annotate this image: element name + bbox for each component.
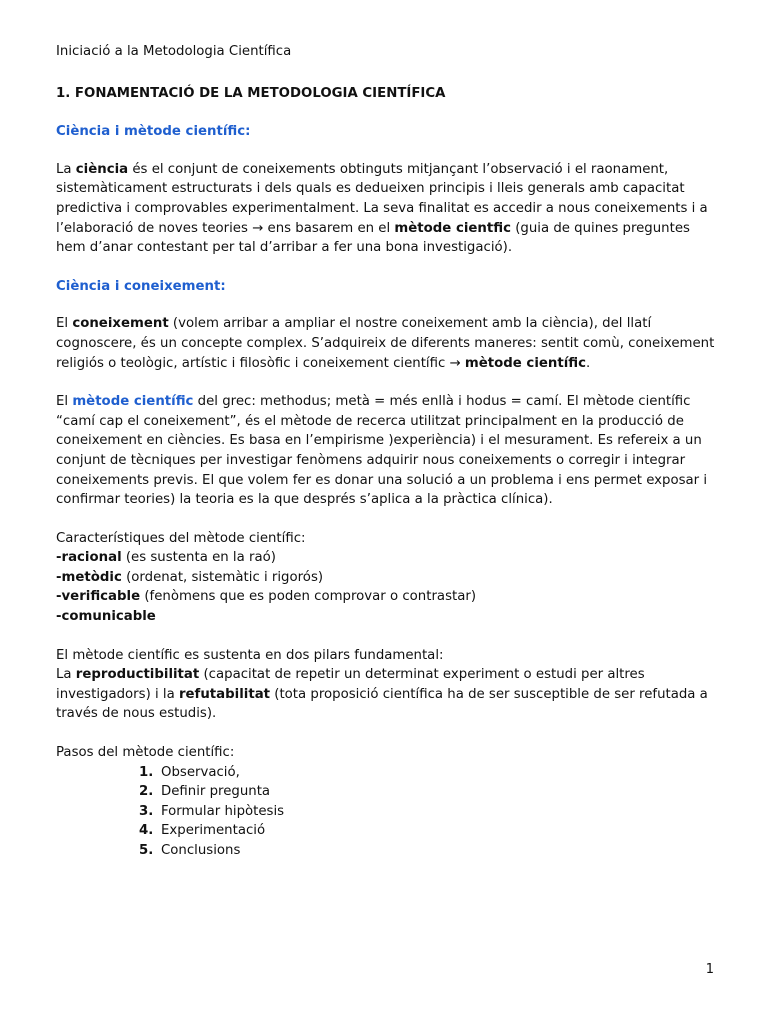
text: (guia de quines preguntes hem d’anar contestant per tal d’arribar a fer una bona investigació). — [56, 220, 690, 256]
characteristic-desc: (ordenat, sistemàtic i rigorós) — [121, 569, 324, 585]
characteristic-item — [56, 568, 716, 588]
characteristics-intro: Característiques del mètode científic: — [56, 530, 306, 546]
characteristic-item — [56, 548, 716, 568]
pillars-intro: El mètode científic es sustenta en dos pilars fundamental: — [56, 647, 444, 663]
paragraph-coneixement — [56, 314, 716, 373]
step-text: Formular hipòtesis — [161, 803, 285, 819]
bold-term: reproductibilitat — [75, 667, 200, 683]
list-item — [139, 782, 716, 802]
bold-term: refutabilitat — [178, 686, 271, 702]
steps-intro: Pasos del mètode científic: — [56, 745, 235, 761]
characteristic-term: -verificable — [56, 589, 141, 605]
text: La — [56, 161, 76, 177]
step-text: Conclusions — [161, 843, 241, 858]
step-text: Experimentació — [161, 823, 266, 839]
document-header: Iniciació a la Metodologia Científica — [56, 44, 292, 59]
heading-ciencia-coneixement: Ciència i coneixement: — [56, 278, 226, 294]
characteristic-term: -metòdic — [56, 569, 122, 585]
heading-ciencia-metode: Ciència i mètode científic: — [56, 124, 251, 140]
steps-block — [56, 743, 716, 861]
bold-term: coneixement — [72, 316, 169, 332]
text: (capacitat de repetir un determinat experiment o estudi per altres investigadors) i la — [56, 667, 645, 702]
step-number: 3. — [139, 803, 154, 819]
text: és el conjunt de coneixements obtinguts mitjançant l’observació i el raonament, sistemàticament estructurats i dels quals es dedueixen principis i lleis generals amb capacitat predictiva i comprovables experimentalment. La seva finalitat es accedir a nous coneixements i a l’elaboració de noves teories → ens basarem en el — [56, 161, 708, 236]
document-page — [56, 42, 716, 861]
text: (volem arribar a ampliar el nostre coneixement amb la ciència), del llatí cognoscere, és un concepte complex. S’adquireix de diferents maneres: sentit comù, coneixement religiós o teològic, artístic i filosòfic i coneixement científic → — [56, 316, 715, 371]
characteristics-block — [56, 529, 716, 627]
characteristic-desc: (es sustenta en la raó) — [121, 550, 276, 566]
list-item — [139, 841, 716, 861]
step-number: 4. — [139, 823, 154, 839]
text: La — [56, 667, 76, 683]
step-number: 1. — [139, 764, 154, 780]
paragraph-metode — [56, 392, 716, 510]
characteristic-term: -racional — [56, 550, 122, 566]
list-item — [139, 821, 716, 841]
list-item — [139, 802, 716, 822]
text: . — [586, 355, 591, 371]
blue-term: mètode científic — [72, 394, 194, 410]
paragraph-ciencia — [56, 160, 716, 258]
step-number: 2. — [139, 784, 154, 800]
pillars-block — [56, 646, 716, 724]
characteristic-term: -comunicable — [56, 609, 156, 625]
bold-term: ciència — [75, 161, 129, 177]
section-title: 1. FONAMENTACIÓ DE LA METODOLOGIA CIENTÍFICA — [56, 85, 446, 101]
text: El — [56, 394, 73, 410]
bold-term: mètode científic — [464, 355, 587, 371]
steps-list — [56, 763, 716, 861]
characteristic-item — [56, 587, 716, 607]
characteristic-item — [56, 607, 716, 627]
text: del grec: methodus; metà = més enllà i hodus = camí. El mètode científic “camí cap el coneixement”, és el mètode de recerca utilitzat principalment en la producció de coneixement en ciències. Es basa en l’empirisme )experiència) i el mesurament. Es refereix a un conjunt de tècniques per investigar fenòmens adquirir nous coneixements o corregir i integrar coneixements previs. El que volem fer es donar una solució a un problema i ens permet exposar i confirmar teories) la teoria es la que després s’aplica a la pràctica clínica). — [56, 394, 708, 508]
characteristic-desc: (fenòmens que es poden comprovar o contrastar) — [140, 589, 477, 605]
bold-term: mètode cientfic — [394, 220, 511, 236]
step-number: 5. — [139, 843, 154, 858]
text: (tota proposició científica ha de ser susceptible de ser refutada a través de nous estudis). — [56, 686, 708, 722]
step-text: Definir pregunta — [161, 784, 271, 800]
step-text: Observació, — [161, 764, 240, 780]
list-item — [139, 763, 716, 783]
page-number: 1 — [705, 962, 714, 977]
text: El — [56, 316, 73, 332]
